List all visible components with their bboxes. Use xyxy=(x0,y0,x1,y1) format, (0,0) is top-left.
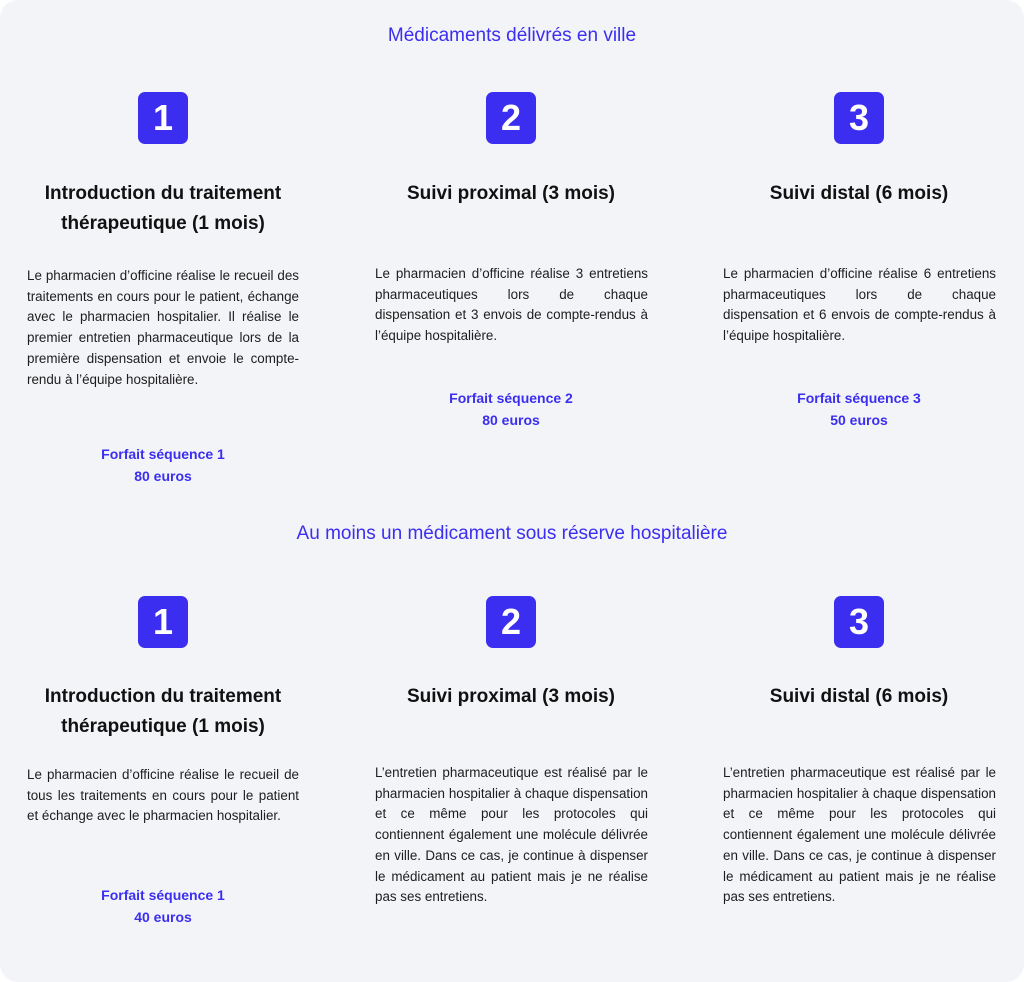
step-number-badge: 2 xyxy=(486,596,536,648)
forfait-amount: 80 euros xyxy=(482,412,540,428)
step-description: Le pharmacien d’officine réalise le recueil de tous les traitements en cours pour le patient et échange avec le pharmacien hospitalier. xyxy=(27,767,299,824)
forfait-block xyxy=(13,884,313,928)
forfait-label: Forfait séquence 2 xyxy=(449,390,573,406)
step-title-line: Introduction du traitement xyxy=(44,183,282,204)
step-title xyxy=(13,179,313,239)
forfait-label: Forfait séquence 3 xyxy=(797,390,921,406)
section-title-reserve-hospitaliere: Au moins un médicament sous réserve hospitalière xyxy=(296,523,728,544)
step-number-badge: 1 xyxy=(138,596,188,648)
step-title: Suivi distal (6 mois) xyxy=(769,686,949,707)
forfait-block xyxy=(709,387,1009,431)
step-description: L’entretien pharmaceutique est réalisé par le pharmacien hospitalier à chaque dispensation et ce même pour les protocoles qui contiennent également une molécule délivrée en ville. Dans ce cas, je continue à dispenser le médicament au patient mais je ne réalise pas ses entretiens. xyxy=(375,765,648,905)
step-description: Le pharmacien d’officine réalise 3 entretiens pharmaceutiques lors de chaque dispensation et 3 envois de compte-rendus à l’équipe hospitalière. xyxy=(375,266,648,344)
step-title: Suivi proximal (3 mois) xyxy=(407,686,615,707)
step-title-line: thérapeutique (1 mois) xyxy=(61,213,265,234)
forfait-block xyxy=(13,443,313,487)
step-number-badge: 2 xyxy=(486,92,536,144)
forfait-label: Forfait séquence 1 xyxy=(101,446,225,462)
step-title-line: thérapeutique (1 mois) xyxy=(61,716,265,737)
step-description: Le pharmacien d’officine réalise 6 entretiens pharmaceutiques lors de chaque dispensation et 6 envois de compte-rendus à l’équipe hospitalière. xyxy=(723,266,996,344)
step-title: Suivi distal (6 mois) xyxy=(769,183,949,204)
section-title-ville: Médicaments délivrés en ville xyxy=(387,25,637,46)
step-title-line: Introduction du traitement xyxy=(44,686,282,707)
forfait-amount: 40 euros xyxy=(134,909,192,925)
step-description: Le pharmacien d’officine réalise le recueil des traitements en cours pour le patient, échange avec le pharmacien hospitalier. Il réalise le premier entretien pharmaceutique lors de la première dispensation et envoie le compte-rendu à l’équipe hospitalière. xyxy=(27,268,299,387)
step-description: L’entretien pharmaceutique est réalisé par le pharmacien hospitalier à chaque dispensation et ce même pour les protocoles qui contiennent également une molécule délivrée en ville. Dans ce cas, je continue à dispenser le médicament au patient mais je ne réalise pas ses entretiens. xyxy=(723,765,996,905)
forfait-block xyxy=(361,387,661,431)
forfait-label: Forfait séquence 1 xyxy=(101,887,225,903)
forfait-amount: 50 euros xyxy=(830,412,888,428)
step-number-badge: 1 xyxy=(138,92,188,144)
step-number-badge: 3 xyxy=(834,92,884,144)
step-title xyxy=(13,682,313,742)
step-number-badge: 3 xyxy=(834,596,884,648)
forfait-amount: 80 euros xyxy=(134,468,192,484)
step-title: Suivi proximal (3 mois) xyxy=(407,183,615,204)
